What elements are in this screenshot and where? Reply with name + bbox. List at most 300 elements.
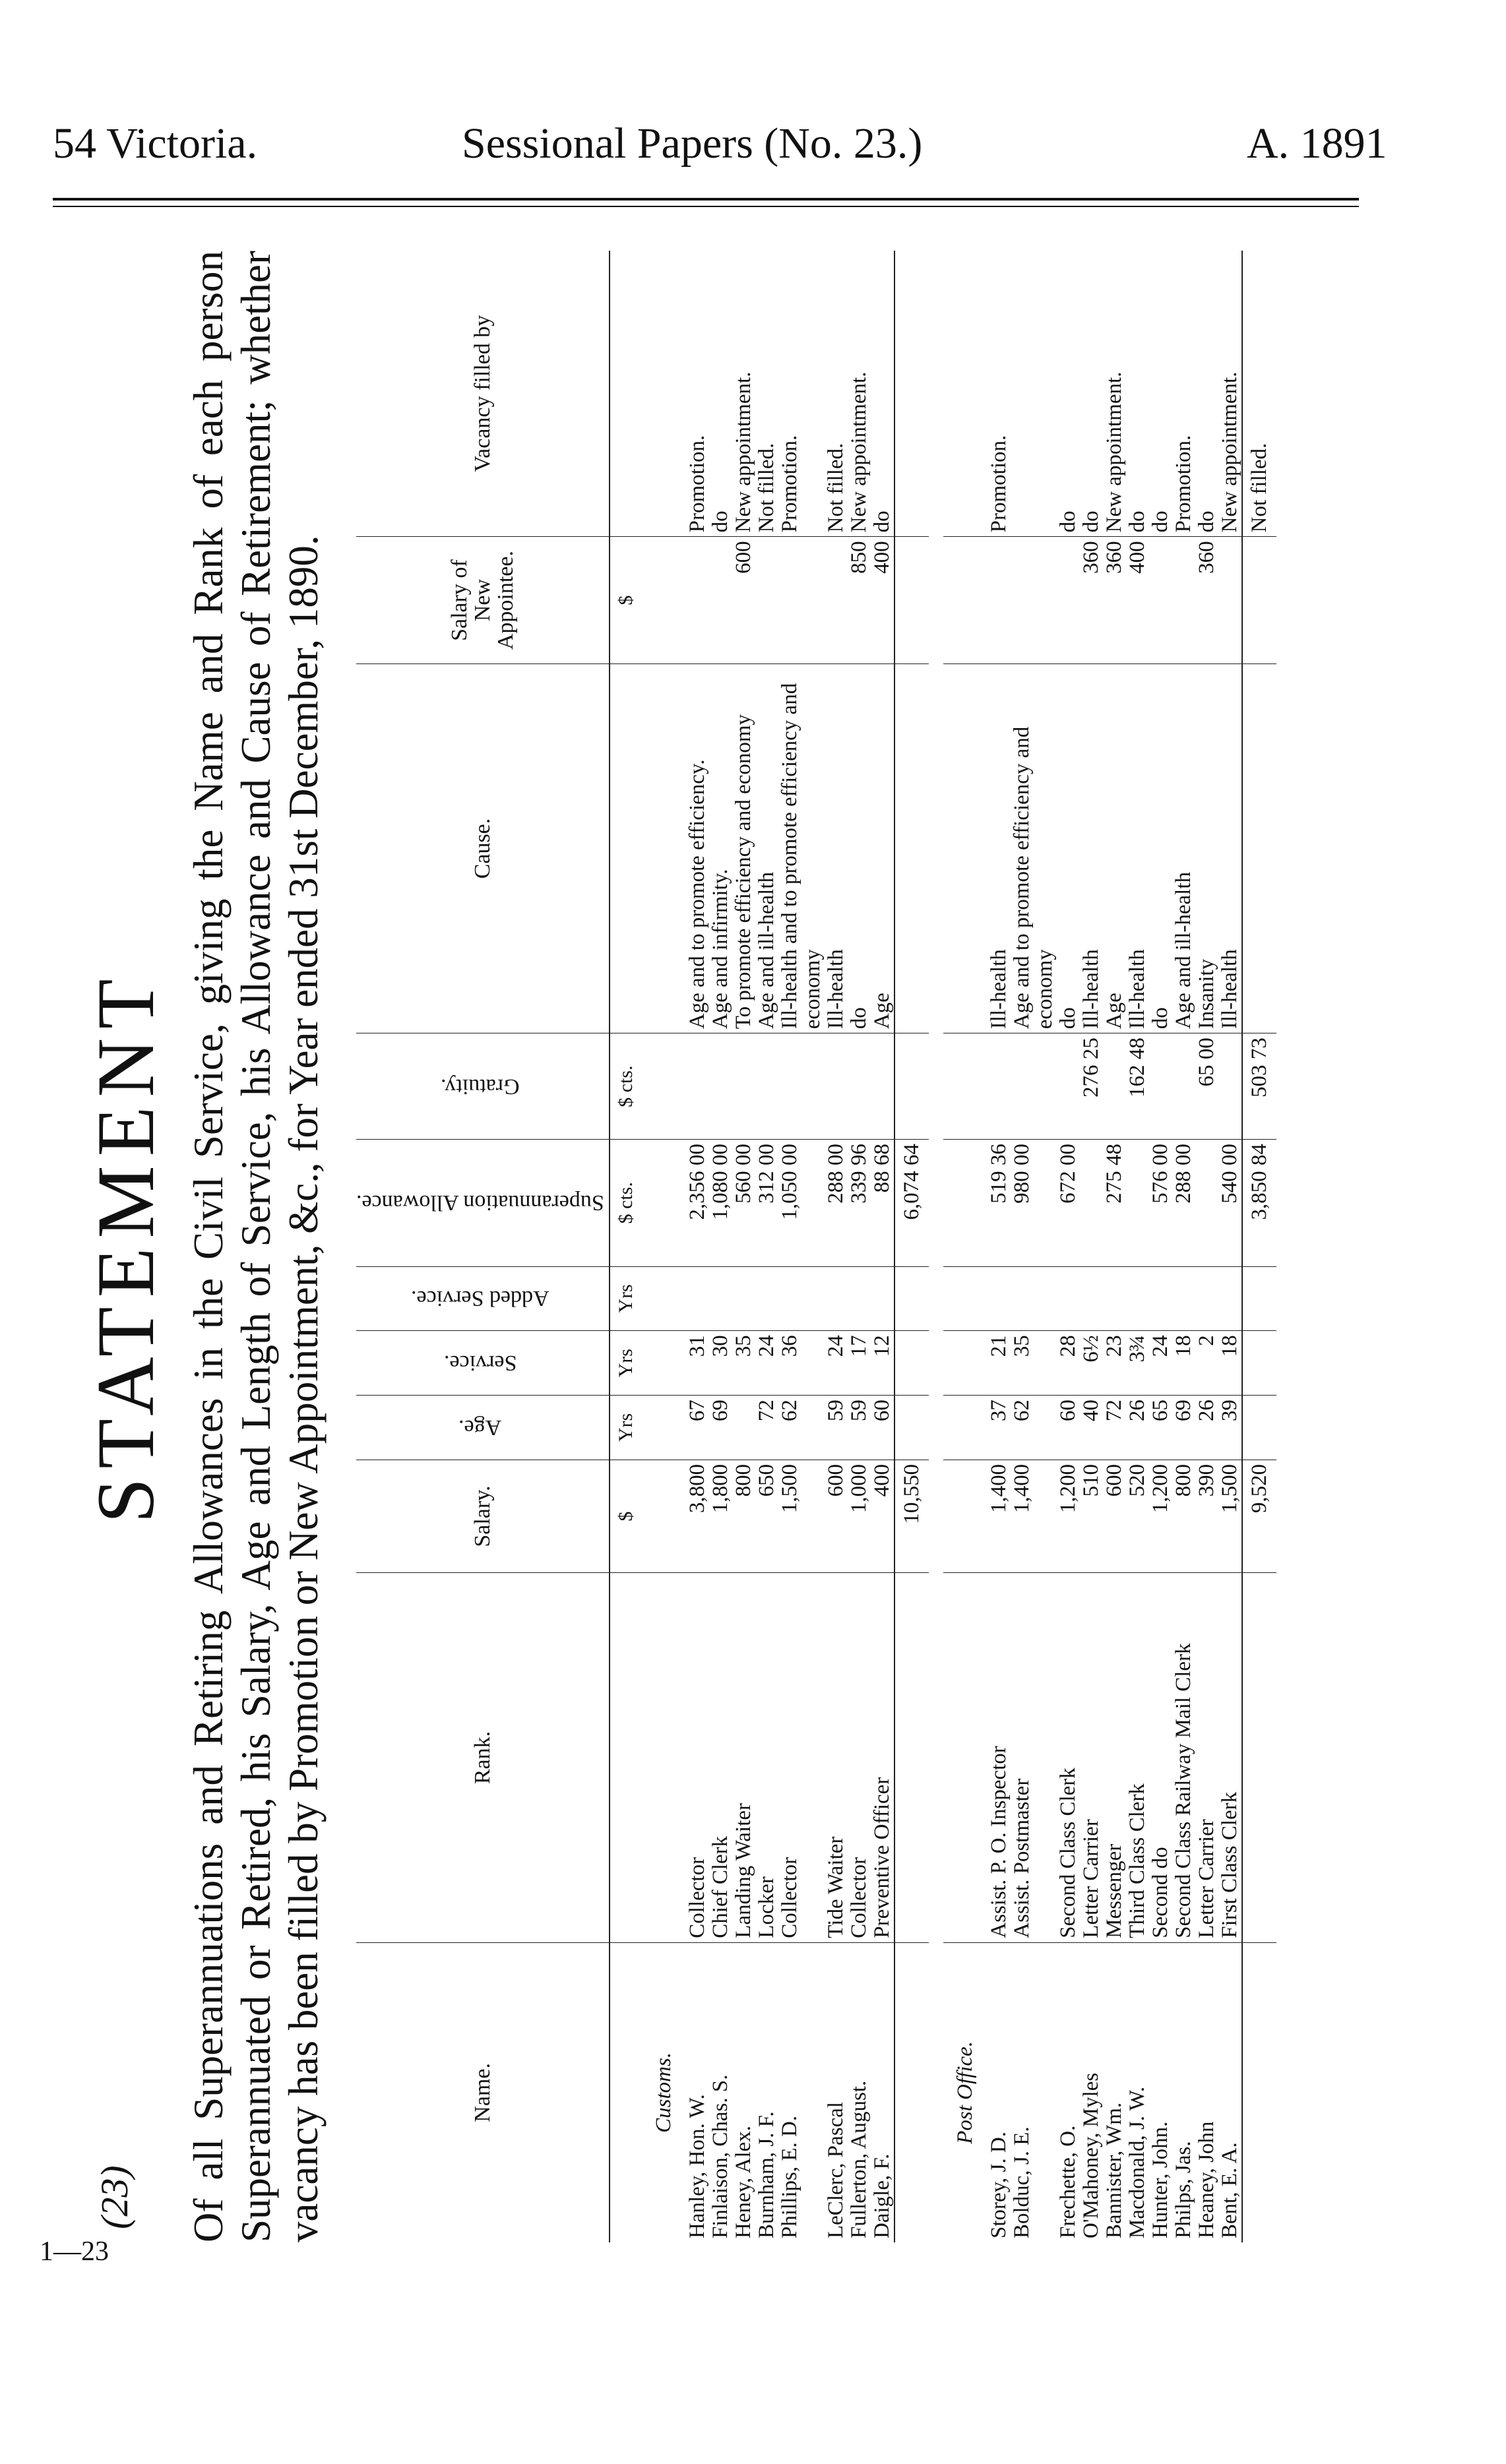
cell-rank: Collector bbox=[686, 1573, 709, 1942]
cell-added bbox=[1080, 1266, 1103, 1331]
col-name: Name. bbox=[356, 1942, 610, 2242]
cell-name: O'Mahoney, Myles bbox=[1079, 2072, 1103, 2238]
cell-age: 39 bbox=[1218, 1396, 1242, 1460]
cell-salary-new bbox=[1057, 537, 1080, 663]
empty-cell bbox=[943, 1140, 988, 1266]
cell-vacancy: New appointment. bbox=[848, 251, 871, 537]
cell-salary: 600 bbox=[1103, 1460, 1126, 1572]
cell-superannuation: 288 00 bbox=[1172, 1140, 1195, 1266]
cell-cause: Ill-health bbox=[1080, 663, 1103, 1033]
cell-service: 18 bbox=[1172, 1331, 1195, 1396]
cell-gratuity bbox=[848, 1033, 871, 1140]
subtotal-row bbox=[1242, 251, 1276, 2242]
cell-superannuation: 980 00 bbox=[1011, 1140, 1057, 1266]
cell-service: 24 bbox=[825, 1331, 848, 1396]
cell-service: 21 bbox=[988, 1331, 1011, 1396]
cell-vacancy: Not filled. bbox=[755, 251, 778, 537]
cell-salary: 520 bbox=[1126, 1460, 1149, 1572]
cell-cause: do bbox=[1057, 663, 1080, 1033]
col-service bbox=[356, 1331, 610, 1396]
cell-name: Frechette, O. bbox=[1055, 2125, 1080, 2238]
cell-salary-new bbox=[686, 537, 709, 663]
cell-name: Heaney, John bbox=[1194, 2121, 1218, 2238]
cell-cause: To promote efficiency and economy bbox=[732, 663, 755, 1033]
subtotal-added bbox=[1242, 1266, 1276, 1331]
subtotal-vacancy: Not filled. bbox=[1242, 251, 1276, 537]
cell-salary-new bbox=[1149, 537, 1172, 663]
col-gratuity-label: Gratuity. bbox=[441, 1074, 520, 1099]
unit-vacancy bbox=[610, 251, 642, 537]
unit-name bbox=[610, 1942, 642, 2242]
cell-vacancy: Promotion. bbox=[778, 251, 825, 537]
cell-cause: do bbox=[1149, 663, 1172, 1033]
cell-cause: Age and infirmity. bbox=[709, 663, 732, 1033]
table-row bbox=[1149, 251, 1172, 2242]
subtotal-gratuity: 503 73 bbox=[1242, 1033, 1276, 1140]
cell-salary: 1,000 bbox=[848, 1460, 871, 1572]
document-number: (23) bbox=[93, 2165, 136, 2229]
empty-cell bbox=[642, 1573, 686, 1942]
cell-salary-new: 360 bbox=[1080, 537, 1103, 663]
cell-salary-new bbox=[825, 537, 848, 663]
subtotal-rank bbox=[1242, 1573, 1276, 1942]
unit-cause bbox=[610, 663, 642, 1033]
cell-name: Burnham, J. F. bbox=[754, 2111, 778, 2238]
table-row bbox=[825, 251, 848, 2242]
table-row bbox=[1126, 251, 1149, 2242]
cell-vacancy: New appointment. bbox=[1103, 251, 1126, 537]
unit-gratuity: $ cts. bbox=[610, 1033, 642, 1140]
cell-age: 59 bbox=[848, 1396, 871, 1460]
cell-superannuation: 519 36 bbox=[988, 1140, 1011, 1266]
cell-salary: 1,500 bbox=[1218, 1460, 1242, 1572]
table-row bbox=[1080, 251, 1103, 2242]
spacer-row bbox=[1276, 251, 1291, 2242]
cell-cause: Age bbox=[871, 663, 894, 1033]
subtotal-cause bbox=[894, 663, 929, 1033]
empty-cell bbox=[642, 1033, 686, 1140]
cell-age: 26 bbox=[1126, 1396, 1149, 1460]
cell-rank: Preventive Officer bbox=[871, 1573, 894, 1942]
cell-superannuation: 288 00 bbox=[825, 1140, 848, 1266]
cell-vacancy: New appointment. bbox=[732, 251, 755, 537]
cell-salary: 3,800 bbox=[686, 1460, 709, 1572]
cell-age: 69 bbox=[709, 1396, 732, 1460]
cell-service: 35 bbox=[732, 1331, 755, 1396]
cell-salary: 1,200 bbox=[1057, 1460, 1080, 1572]
header-papers: Sessional Papers (No. 23.) bbox=[462, 119, 923, 168]
cell-superannuation: 339 96 bbox=[848, 1140, 871, 1266]
cell-service: 30 bbox=[709, 1331, 732, 1396]
cell-gratuity bbox=[686, 1033, 709, 1140]
cell-added bbox=[1195, 1266, 1218, 1331]
cell-cause: Age and ill-health bbox=[755, 663, 778, 1033]
superannuation-table-body bbox=[642, 251, 1291, 2242]
subtotal-added bbox=[894, 1266, 929, 1331]
cell-added bbox=[1218, 1266, 1242, 1331]
cell-rank: Locker bbox=[755, 1573, 778, 1942]
subtotal-age bbox=[1242, 1396, 1276, 1460]
col-age-label: Age. bbox=[458, 1415, 502, 1440]
superannuation-table bbox=[356, 251, 1291, 2242]
cell-gratuity bbox=[732, 1033, 755, 1140]
cell-gratuity bbox=[1011, 1033, 1057, 1140]
cell-added bbox=[988, 1266, 1011, 1331]
cell-vacancy bbox=[1011, 251, 1057, 537]
cell-name: LeClerc, Pascal bbox=[823, 2101, 848, 2238]
col-superannuation bbox=[356, 1140, 610, 1266]
statement-title: STATEMENT bbox=[80, 970, 171, 1524]
cell-salary-new: 400 bbox=[871, 537, 894, 663]
cell-age: 60 bbox=[871, 1396, 894, 1460]
subtotal-cause bbox=[1242, 663, 1276, 1033]
unit-age: Yrs bbox=[610, 1396, 642, 1460]
cell-salary-new bbox=[709, 537, 732, 663]
table-row bbox=[732, 251, 755, 2242]
cell-vacancy: Not filled. bbox=[825, 251, 848, 537]
col-gratuity bbox=[356, 1033, 610, 1140]
cell-added bbox=[686, 1266, 709, 1331]
cell-name: Bolduc, J. E. bbox=[1009, 2126, 1034, 2238]
cell-superannuation: 576 00 bbox=[1149, 1140, 1172, 1266]
cell-gratuity: 276 25 bbox=[1080, 1033, 1103, 1140]
cell-added bbox=[1103, 1266, 1126, 1331]
cell-vacancy: Promotion. bbox=[1172, 251, 1195, 537]
cell-cause: Ill-health bbox=[1126, 663, 1149, 1033]
cell-rank: Assist. P. O. Inspector bbox=[988, 1573, 1011, 1942]
cell-gratuity bbox=[778, 1033, 825, 1140]
cell-superannuation: 312 00 bbox=[755, 1140, 778, 1266]
cell-superannuation: 672 00 bbox=[1057, 1140, 1080, 1266]
header-session: 54 Victoria. bbox=[53, 119, 258, 168]
cell-salary-new: 360 bbox=[1195, 537, 1218, 663]
cell-name: Phillips, E. D. bbox=[777, 2115, 801, 2238]
cell-vacancy: do bbox=[1195, 251, 1218, 537]
cell-age bbox=[732, 1396, 755, 1460]
cell-name: Fullerton, August. bbox=[846, 2080, 871, 2238]
cell-vacancy: New appointment. bbox=[1218, 251, 1242, 537]
cell-vacancy: Promotion. bbox=[988, 251, 1011, 537]
cell-added bbox=[1172, 1266, 1195, 1331]
cell-superannuation: 560 00 bbox=[732, 1140, 755, 1266]
table-row bbox=[1057, 251, 1080, 2242]
cell-superannuation: 88 68 bbox=[871, 1140, 894, 1266]
cell-cause: Ill-health and to promote efficiency and economy bbox=[778, 663, 825, 1033]
cell-added bbox=[1149, 1266, 1172, 1331]
spacer-cell bbox=[929, 251, 943, 2242]
unit-rank bbox=[610, 1573, 642, 1942]
section-heading: Post Office. bbox=[953, 2041, 977, 2144]
cell-salary-new: 600 bbox=[732, 537, 755, 663]
cell-age: 59 bbox=[825, 1396, 848, 1460]
cell-rank: First Class Clerk bbox=[1218, 1573, 1242, 1942]
table-row bbox=[1172, 251, 1195, 2242]
cell-rank: Collector bbox=[778, 1573, 825, 1942]
empty-cell bbox=[642, 251, 686, 537]
cell-name: Philps, Jas. bbox=[1171, 2141, 1195, 2238]
cell-superannuation bbox=[1080, 1140, 1103, 1266]
cell-service: 31 bbox=[686, 1331, 709, 1396]
cell-added bbox=[848, 1266, 871, 1331]
table-row bbox=[686, 251, 709, 2242]
cell-gratuity bbox=[1218, 1033, 1242, 1140]
cell-service: 2 bbox=[1195, 1331, 1218, 1396]
col-salary-new: Salary of New Appointee. bbox=[356, 537, 610, 663]
col-superannuation-label: Superannuation Allowance. bbox=[356, 1190, 604, 1216]
cell-rank: Letter Carrier bbox=[1080, 1573, 1103, 1942]
cell-gratuity bbox=[988, 1033, 1011, 1140]
subtotal-superannuation: 3,850 84 bbox=[1242, 1140, 1276, 1266]
cell-cause: Insanity bbox=[1195, 663, 1218, 1033]
cell-age: 65 bbox=[1149, 1396, 1172, 1460]
empty-cell bbox=[642, 1396, 686, 1460]
cell-gratuity bbox=[1057, 1033, 1080, 1140]
cell-added bbox=[1126, 1266, 1149, 1331]
cell-superannuation bbox=[1126, 1140, 1149, 1266]
cell-age: 67 bbox=[686, 1396, 709, 1460]
col-service-label: Service. bbox=[443, 1351, 517, 1376]
table-row bbox=[1011, 251, 1057, 2242]
cell-salary: 1,200 bbox=[1149, 1460, 1172, 1572]
cell-age: 69 bbox=[1172, 1396, 1195, 1460]
empty-cell bbox=[642, 537, 686, 663]
cell-service: 23 bbox=[1103, 1331, 1126, 1396]
section-heading-row bbox=[642, 251, 686, 2242]
empty-cell bbox=[943, 1460, 988, 1572]
subtotal-age bbox=[894, 1396, 929, 1460]
cell-rank: Tide Waiter bbox=[825, 1573, 848, 1942]
cell-service: 12 bbox=[871, 1331, 894, 1396]
cell-vacancy: do bbox=[709, 251, 732, 537]
cell-name: Heney, Alex. bbox=[731, 2125, 755, 2238]
cell-age: 40 bbox=[1080, 1396, 1103, 1460]
cell-salary: 1,400 bbox=[1011, 1460, 1057, 1572]
cell-name: Storey, J. D. bbox=[986, 2132, 1011, 2238]
cell-name: Daigle, F. bbox=[869, 2153, 894, 2238]
cell-rank: Second do bbox=[1149, 1573, 1172, 1942]
cell-gratuity bbox=[871, 1033, 894, 1140]
cell-salary-new bbox=[1011, 537, 1057, 663]
subtotal-service bbox=[894, 1331, 929, 1396]
cell-superannuation: 540 00 bbox=[1218, 1140, 1242, 1266]
cell-superannuation: 275 48 bbox=[1103, 1140, 1126, 1266]
cell-superannuation: 1,050 00 bbox=[778, 1140, 825, 1266]
unit-added: Yrs bbox=[610, 1266, 642, 1331]
subtotal-salary-new bbox=[1242, 537, 1276, 663]
cell-name: Bannister, Wm. bbox=[1102, 2102, 1126, 2238]
col-vacancy: Vacancy filled by bbox=[356, 251, 610, 537]
col-added-service-label: Added Service. bbox=[411, 1286, 549, 1311]
table-row bbox=[709, 251, 732, 2242]
cell-salary-new bbox=[1172, 537, 1195, 663]
cell-cause: Age and to promote efficiency. bbox=[686, 663, 709, 1033]
cell-gratuity bbox=[709, 1033, 732, 1140]
cell-added bbox=[778, 1266, 825, 1331]
subtotal-service bbox=[1242, 1331, 1276, 1396]
cell-added bbox=[755, 1266, 778, 1331]
section-heading: Customs. bbox=[651, 2052, 675, 2133]
cell-service: 28 bbox=[1057, 1331, 1080, 1396]
cell-cause: Ill-health bbox=[988, 663, 1011, 1033]
empty-cell bbox=[943, 663, 988, 1033]
empty-cell bbox=[642, 1331, 686, 1396]
cell-rank: Messenger bbox=[1103, 1573, 1126, 1942]
unit-superannuation: $ cts. bbox=[610, 1140, 642, 1266]
cell-cause: Age bbox=[1103, 663, 1126, 1033]
subtotal-name bbox=[1242, 1942, 1276, 2242]
cell-gratuity: 162 48 bbox=[1126, 1033, 1149, 1140]
cell-age: 72 bbox=[1103, 1396, 1126, 1460]
cell-age: 26 bbox=[1195, 1396, 1218, 1460]
cell-gratuity bbox=[1103, 1033, 1126, 1140]
spacer-row bbox=[929, 251, 943, 2242]
cell-salary: 800 bbox=[732, 1460, 755, 1572]
cell-gratuity: 65 00 bbox=[1195, 1033, 1218, 1140]
subtotal-salary-new bbox=[894, 537, 929, 663]
empty-cell bbox=[943, 1266, 988, 1331]
table-row bbox=[778, 251, 825, 2242]
rotated-statement bbox=[79, 224, 1372, 2269]
empty-cell bbox=[943, 1396, 988, 1460]
cell-gratuity bbox=[1149, 1033, 1172, 1140]
cell-vacancy: do bbox=[1080, 251, 1103, 537]
cell-cause: Age and ill-health bbox=[1172, 663, 1195, 1033]
cell-rank: Assist. Postmaster bbox=[1011, 1573, 1057, 1942]
table-row bbox=[755, 251, 778, 2242]
cell-salary: 600 bbox=[825, 1460, 848, 1572]
cell-rank: Second Class Railway Mail Clerk bbox=[1172, 1573, 1195, 1942]
cell-salary: 400 bbox=[871, 1460, 894, 1572]
subtotal-row bbox=[894, 251, 929, 2242]
cell-service: 17 bbox=[848, 1331, 871, 1396]
empty-cell bbox=[943, 537, 988, 663]
subtotal-gratuity bbox=[894, 1033, 929, 1140]
cell-salary-new: 360 bbox=[1103, 537, 1126, 663]
empty-cell bbox=[642, 663, 686, 1033]
cell-name: Macdonald, J. W. bbox=[1125, 2086, 1149, 2238]
empty-cell bbox=[943, 1033, 988, 1140]
subtotal-name bbox=[894, 1942, 929, 2242]
cell-service: 24 bbox=[755, 1331, 778, 1396]
cell-superannuation: 1,080 00 bbox=[709, 1140, 732, 1266]
cell-salary-new bbox=[1218, 537, 1242, 663]
cell-salary: 650 bbox=[755, 1460, 778, 1572]
cell-added bbox=[709, 1266, 732, 1331]
cell-added bbox=[1011, 1266, 1057, 1331]
cell-cause: Age and to promote efficiency and economy bbox=[1011, 663, 1057, 1033]
cell-vacancy: Promotion. bbox=[686, 251, 709, 537]
table-row bbox=[1218, 251, 1242, 2242]
cell-name: Finlaison, Chas. S. bbox=[708, 2074, 732, 2238]
table-row bbox=[988, 251, 1011, 2242]
unit-service: Yrs bbox=[610, 1331, 642, 1396]
cell-vacancy: do bbox=[1149, 251, 1172, 537]
empty-cell bbox=[943, 251, 988, 537]
spacer-cell bbox=[1276, 251, 1291, 2242]
empty-cell bbox=[642, 1266, 686, 1331]
cell-vacancy: do bbox=[1126, 251, 1149, 537]
unit-salary: $ bbox=[610, 1460, 642, 1572]
cell-salary: 1,500 bbox=[778, 1460, 825, 1572]
subtotal-rank bbox=[894, 1573, 929, 1942]
cell-salary: 390 bbox=[1195, 1460, 1218, 1572]
cell-name: Bent, E. A. bbox=[1217, 2142, 1241, 2238]
unit-salary-new: $ bbox=[610, 537, 642, 663]
cell-cause: Ill-health bbox=[825, 663, 848, 1033]
cell-rank: Letter Carrier bbox=[1195, 1573, 1218, 1942]
cell-name: Hunter, John. bbox=[1148, 2121, 1172, 2238]
cell-service: 3¾ bbox=[1126, 1331, 1149, 1396]
cell-salary-new: 850 bbox=[848, 537, 871, 663]
cell-rank: Third Class Clerk bbox=[1126, 1573, 1149, 1942]
subtotal-salary: 9,520 bbox=[1242, 1460, 1276, 1572]
header-rule bbox=[53, 198, 1359, 200]
header-year: A. 1891 bbox=[1247, 119, 1387, 168]
cell-age: 62 bbox=[1011, 1396, 1057, 1460]
cell-gratuity bbox=[755, 1033, 778, 1140]
cell-salary-new bbox=[778, 537, 825, 663]
cell-salary: 510 bbox=[1080, 1460, 1103, 1572]
cell-service: 6½ bbox=[1080, 1331, 1103, 1396]
cell-vacancy: do bbox=[1057, 251, 1080, 537]
empty-cell bbox=[642, 1140, 686, 1266]
cell-added bbox=[732, 1266, 755, 1331]
cell-salary: 1,800 bbox=[709, 1460, 732, 1572]
cell-service: 18 bbox=[1218, 1331, 1242, 1396]
cell-age: 37 bbox=[988, 1396, 1011, 1460]
table-row bbox=[871, 251, 894, 2242]
col-added-service bbox=[356, 1266, 610, 1331]
statement-subtitle: Of all Superannuations and Retiring Allowances in the Civil Service, giving the Name and Rank of each person Superannuated or Retired, his Salary, Age and Length of Service, his Allowance and Cause of Retirement; whether vacancy has been filled by Promotion or New Appointment, &c., for Year ended 31st December, 1890. bbox=[185, 251, 327, 2242]
cell-cause: do bbox=[848, 663, 871, 1033]
col-cause: Cause. bbox=[356, 663, 610, 1033]
empty-cell bbox=[943, 1573, 988, 1942]
cell-service: 36 bbox=[778, 1331, 825, 1396]
cell-rank: Landing Waiter bbox=[732, 1573, 755, 1942]
subtotal-vacancy bbox=[894, 251, 929, 537]
empty-cell bbox=[642, 1460, 686, 1572]
cell-service: 24 bbox=[1149, 1331, 1172, 1396]
cell-added bbox=[825, 1266, 848, 1331]
cell-added bbox=[871, 1266, 894, 1331]
cell-gratuity bbox=[825, 1033, 848, 1140]
cell-rank: Second Class Clerk bbox=[1057, 1573, 1080, 1942]
cell-age: 60 bbox=[1057, 1396, 1080, 1460]
subtotal-salary: 10,550 bbox=[894, 1460, 929, 1572]
header-rule-thin bbox=[53, 206, 1359, 207]
col-salary: Salary. bbox=[356, 1460, 610, 1572]
cell-salary-new: 400 bbox=[1126, 537, 1149, 663]
col-rank: Rank. bbox=[356, 1573, 610, 1942]
cell-name: Hanley, Hon. W. bbox=[685, 2094, 709, 2238]
cell-salary: 800 bbox=[1172, 1460, 1195, 1572]
section-heading-row bbox=[943, 251, 988, 2242]
cell-rank: Collector bbox=[848, 1573, 871, 1942]
table-row bbox=[1103, 251, 1126, 2242]
cell-salary: 1,400 bbox=[988, 1460, 1011, 1572]
cell-vacancy: do bbox=[871, 251, 894, 537]
subtotal-superannuation: 6,074 64 bbox=[894, 1140, 929, 1266]
cell-salary-new bbox=[755, 537, 778, 663]
cell-age: 72 bbox=[755, 1396, 778, 1460]
table-row bbox=[1195, 251, 1218, 2242]
cell-gratuity bbox=[1172, 1033, 1195, 1140]
cell-superannuation: 2,356 00 bbox=[686, 1140, 709, 1266]
cell-age: 62 bbox=[778, 1396, 825, 1460]
cell-salary-new bbox=[988, 537, 1011, 663]
empty-cell bbox=[943, 1331, 988, 1396]
cell-cause: Ill-health bbox=[1218, 663, 1242, 1033]
